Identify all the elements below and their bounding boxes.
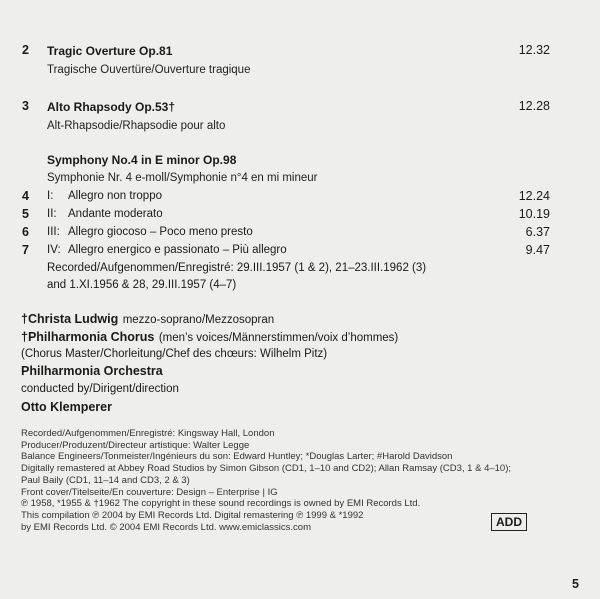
recorded-dates-line2: and 1.XI.1956 & 28, 29.III.1957 (4–7) [47, 279, 237, 291]
movement-duration: 12.24 [518, 189, 550, 203]
track-subtitle: Tragische Ouvertüre/Ouverture tragique [47, 64, 251, 76]
movement-roman: I: [47, 190, 54, 202]
movement-duration: 10.19 [518, 207, 550, 221]
credit-line: Paul Baily (CD1, 11–14 and CD3, 2 & 3) [21, 474, 190, 486]
track-number: 2 [22, 43, 29, 57]
movement-name: Allegro energico e passionato – Più allegro [68, 244, 287, 256]
orchestra-name: Philharmonia Orchestra [21, 364, 163, 378]
movement-roman: II: [47, 208, 57, 220]
recorded-dates-line1: Recorded/Aufgenommen/Enregistré: 29.III.1957 (1 & 2), 21–23.III.1962 (3) [47, 262, 427, 274]
track-number: 3 [22, 99, 29, 113]
add-badge: ADD [491, 513, 527, 531]
page-number: 5 [572, 577, 579, 591]
track-title: Tragic Overture Op.81 [47, 44, 173, 58]
movement-duration: 9.47 [525, 243, 550, 257]
movement-roman: IV: [47, 244, 61, 256]
credit-line: ℗ 1958, *1955 & †1962 The copyright in these sound recordings is owned by EMI Records Ltd. [21, 498, 421, 510]
movement-name: Allegro non troppo [68, 190, 162, 202]
movement-name: Allegro giocoso – Poco meno presto [68, 226, 253, 238]
track-duration: 12.28 [518, 99, 550, 113]
credit-line: Recorded/Aufgenommen/Enregistré: Kingsway Hall, London [21, 428, 275, 439]
movement-number: 5 [22, 207, 29, 221]
credit-line: Front cover/Titelseite/En couverture: Design – Enterprise | IG [21, 486, 278, 498]
chorus-master: (Chorus Master/Chorleitung/Chef des chœurs: Wilhelm Pitz) [21, 348, 328, 360]
symphony-title: Symphony No.4 in E minor Op.98 [47, 153, 237, 167]
movement-roman: III: [47, 226, 60, 238]
chorus-role: (men’s voices/Männerstimmen/voix d’hommes) [158, 332, 399, 344]
credits-block [21, 428, 511, 533]
movement-number: 4 [22, 189, 29, 203]
conducted-by: conducted by/Dirigent/direction [21, 383, 179, 395]
credit-line: by EMI Records Ltd. © 2004 EMI Records Ltd. www.emiclassics.com [21, 521, 311, 533]
movement-number: 7 [22, 243, 29, 257]
movement-name: Andante moderato [68, 208, 163, 220]
credit-line: Digitally remastered at Abbey Road Studios by Simon Gibson (CD1, 1–10 and CD2); Allan Ramsay (CD3, 1 & 4–10); [21, 463, 512, 475]
movement-duration: 6.37 [525, 225, 550, 239]
movement-number: 6 [22, 225, 29, 239]
credit-line: Producer/Produzent/Directeur artistique: Walter Legge [21, 439, 250, 451]
soloist-role: mezzo-soprano/Mezzosopran [122, 314, 275, 326]
track-duration: 12.32 [518, 43, 550, 57]
soloist-line [21, 310, 274, 328]
chorus-name: †Philharmonia Chorus [21, 330, 155, 344]
conductor-name: Otto Klemperer [21, 400, 112, 414]
symphony-subtitle: Symphonie Nr. 4 e-moll/Symphonie n°4 en mi mineur [47, 172, 318, 184]
chorus-line [21, 328, 398, 346]
soloist-name: †Christa Ludwig [21, 312, 119, 326]
track-title: Alto Rhapsody Op.53† [47, 100, 176, 114]
credit-line: This compilation ℗ 2004 by EMI Records Ltd. Digital remastering ℗ 1999 & *1992 [21, 509, 364, 521]
track-subtitle: Alt-Rhapsodie/Rhapsodie pour alto [47, 120, 226, 132]
credit-line: Balance Engineers/Tonmeister/Ingénieurs du son: Edward Huntley; *Douglas Larter; #Harold Davidson [21, 451, 453, 463]
